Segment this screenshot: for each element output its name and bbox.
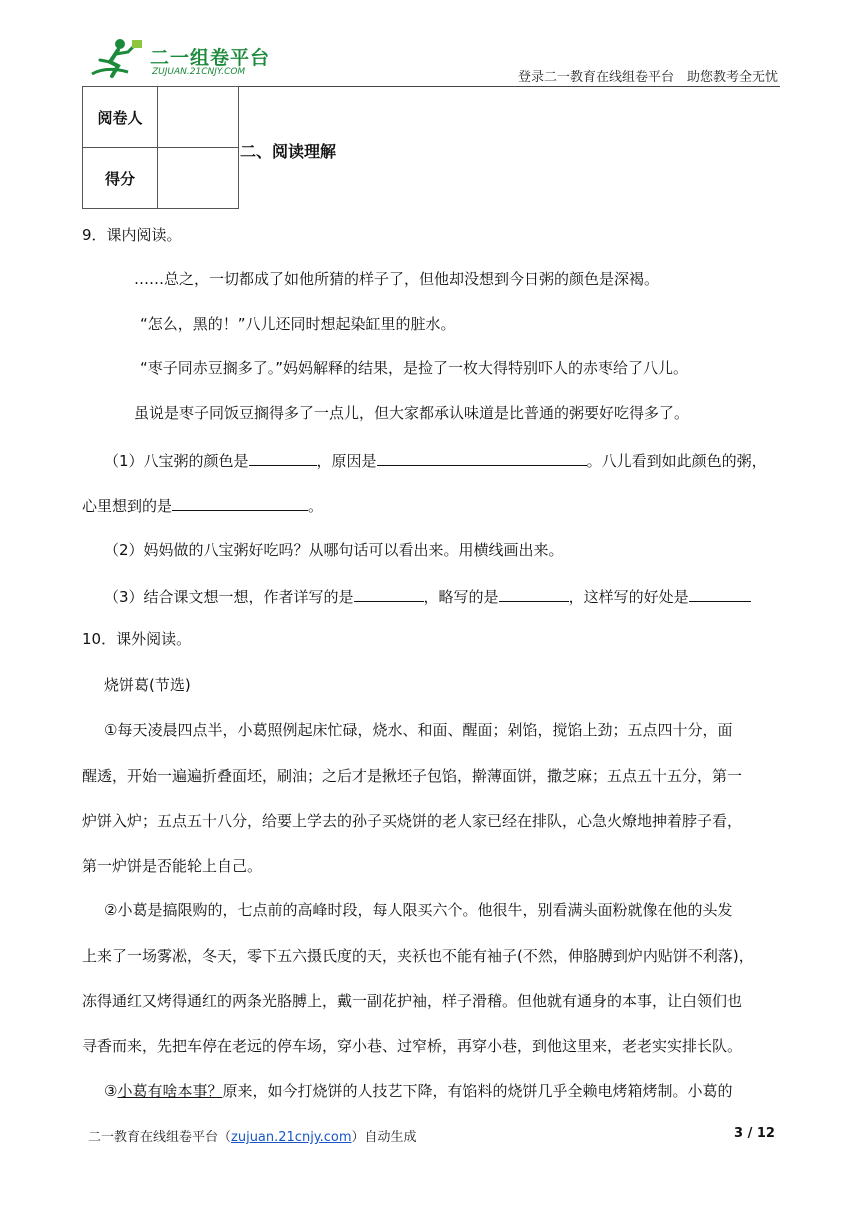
q9-sub3	[104, 585, 751, 607]
q9-sub3-text-a: （3）结合课文想一想，作者详写的是	[104, 588, 354, 606]
q9-sub3-blank-brief[interactable]	[499, 585, 569, 602]
logo-subtitle: ZUJUAN.21CNJY.COM	[152, 67, 246, 77]
q10-para3-rest: 原来，如今打烧饼的人技艺下降，有馅料的烧饼几乎全赖电烤箱烤制。小葛的	[222, 1082, 733, 1100]
grader-cell[interactable]	[158, 87, 239, 148]
q9-title: 9．课内阅读。	[82, 226, 182, 244]
logo	[88, 36, 288, 82]
q9-sub1-blank-reason[interactable]	[377, 449, 587, 466]
footer-text-b: ）自动生成	[351, 1130, 417, 1145]
grader-label: 阅卷人	[83, 87, 158, 148]
q10-para1-line3: 炉饼入炉；五点五十八分，给要上学去的孙子买烧饼的老人家已经在排队，心急火燎地抻着脖子看，	[82, 812, 743, 830]
q10-para2-line1: ②小葛是搞限购的，七点前的高峰时段，每人限买六个。他很牛，别看满头面粉就像在他的头发	[104, 901, 733, 919]
q9-sub1-text-c: 。八儿看到如此颜色的粥，	[586, 452, 767, 470]
q9-passage-p4: 虽说是枣子同饭豆搁得多了一点儿，但大家都承认味道是比普通的粥要好吃得多了。	[134, 404, 690, 422]
q10-para2-line2: 上来了一场雾凇，冬天，零下五六摄氏度的天，夹袄也不能有袖子(不然，伸胳膊到炉内贴饼不利落)，	[82, 947, 754, 965]
q10-para2-line3: 冻得通红又烤得通红的两条光胳膊上，戴一副花护袖，样子滑稽。但他就有通身的本事，让白领们也	[82, 992, 743, 1010]
q9-sub1-text-e: 。	[308, 497, 324, 515]
q10-subtitle: 烧饼葛(节选)	[104, 676, 191, 694]
q9-passage-p3: “枣子同赤豆搁多了。”妈妈解释的结果，是捡了一枚大得特别吓人的赤枣给了八儿。	[140, 359, 689, 377]
q9-sub2: （2）妈妈做的八宝粥好吃吗？从哪句话可以看出来。用横线画出来。	[104, 541, 564, 559]
q9-sub1-blank-color[interactable]	[249, 449, 317, 466]
q10-para1-line1: ①每天凌晨四点半，小葛照例起床忙碌，烧水、和面、醒面；剁馅，搅馅上劲；五点四十分，面	[104, 721, 733, 739]
q9-sub3-text-c: ，这样写的好处是	[568, 588, 689, 606]
page-number: 3 / 12	[734, 1126, 775, 1141]
q10-para3-num: ③	[104, 1082, 118, 1100]
q9-sub1-blank-thought[interactable]	[172, 494, 308, 511]
q9-passage-p1: ……总之，一切都成了如他所猜的样子了，但他却没想到今日粥的颜色是深褐。	[134, 270, 660, 288]
q9-sub1-text-a: （1）八宝粥的颜色是	[104, 452, 249, 470]
q9-sub1-text-d: 心里想到的是	[82, 497, 173, 515]
score-cell[interactable]	[158, 148, 239, 209]
q9-sub3-blank-detail[interactable]	[354, 585, 424, 602]
q9-sub1	[104, 449, 767, 471]
q10-para3-underlined: 小葛有啥本事？	[117, 1082, 223, 1100]
q10-para1-line4: 第一炉饼是否能轮上自己。	[82, 857, 263, 875]
q9-sub1-text-b: ，原因是	[316, 452, 377, 470]
q10-title: 10．课外阅读。	[82, 630, 192, 648]
footer-text-a: 二一教育在线组卷平台（	[88, 1130, 232, 1145]
q9-sub1-cont	[82, 494, 323, 516]
page-footer	[88, 1126, 417, 1145]
logo-title: 二一组卷平台	[150, 47, 271, 69]
q10-para3-line1	[104, 1081, 732, 1101]
q9-passage-p2: “怎么，黑的！”八儿还同时想起染缸里的脏水。	[140, 315, 456, 333]
q9-sub3-text-b: ，略写的是	[423, 588, 499, 606]
runner-logo-icon	[88, 36, 148, 82]
q10-para1-line2: 醒透，开始一遍遍折叠面坯，刷油；之后才是揪坯子包馅，擀薄面饼，撒芝麻；五点五十五分，第一	[82, 767, 743, 785]
page-header	[82, 36, 780, 87]
header-slogan: 登录二一教育在线组卷平台 助您教考全无忧	[517, 70, 778, 85]
q9-sub3-blank-benefit[interactable]	[689, 585, 751, 602]
q10-para2-line4: 寻香而来，先把车停在老远的停车场，穿小巷、过窄桥，再穿小巷，到他这里来，老老实实排长队。	[82, 1037, 743, 1055]
footer-site-link[interactable]: zujuan.21cnjy.com	[231, 1130, 352, 1145]
score-label: 得分	[83, 148, 158, 209]
score-table	[82, 86, 239, 209]
section-title: 二、阅读理解	[240, 142, 337, 161]
